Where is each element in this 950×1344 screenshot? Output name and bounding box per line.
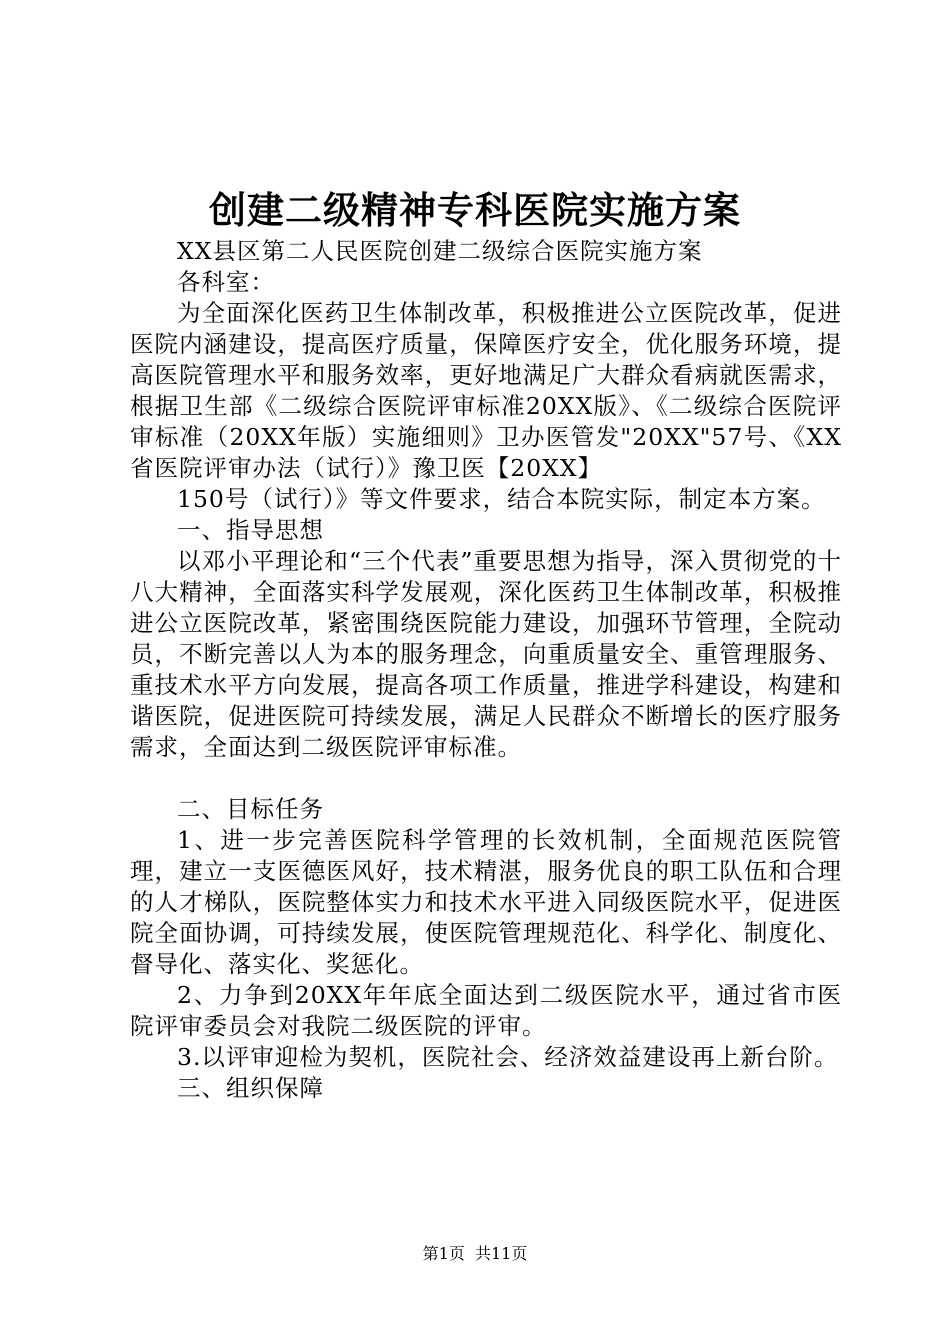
- salutation: 各科室：: [177, 268, 275, 296]
- paragraph-intro-continued: 150号（试行）》等文件要求，结合本院实际，制定本方案。: [177, 485, 826, 513]
- page-number: 第1页 共11页: [422, 1244, 528, 1263]
- subtitle: XX县区第二人民医院创建二级综合医院实施方案: [177, 237, 703, 265]
- paragraph-gap: [130, 763, 842, 794]
- document-body: [130, 236, 842, 1104]
- goal-item-2: 2、力争到20XX年年底全面达到二级医院水平，通过省市医院评审委员会对我院二级医院的评审。: [130, 981, 842, 1040]
- section-heading-goals: 二、目标任务: [177, 795, 324, 823]
- paragraph-guiding-ideology: 以邓小平理论和“三个代表”重要思想为指导，深入贯彻党的十八大精神，全面落实科学发展观，深化医药卫生体制改革，积极推进公立医院改革，紧密围绕医院能力建设，加强环节管理，全院动员，不断完善以人为本的服务理念，向重质量安全、重管理服务、重技术水平方向发展，提高各项工作质量，推进学科建设，构建和谐医院，促进医院可持续发展，满足人民群众不断增长的医疗服务需求，全面达到二级医院评审标准。: [130, 547, 842, 761]
- document-title: 创建二级精神专科医院实施方案: [209, 188, 741, 232]
- page-footer: [0, 1243, 950, 1265]
- section-heading-organization: 三、组织保障: [177, 1074, 324, 1102]
- section-heading-guiding-ideology: 一、指导思想: [177, 516, 324, 544]
- paragraph-intro: 为全面深化医药卫生体制改革，积极推进公立医院改革，促进医院内涵建设，提高医疗质量，保障医疗安全，优化服务环境，提高医院管理水平和服务效率，更好地满足广大群众看病就医需求，根据卫生部《二级综合医院评审标准20XX版》、《二级综合医院评审标准（20XX年版）实施细则》卫办医管发"20XX"57号、《XX省医院评审办法（试行）》豫卫医【20XX】: [130, 299, 842, 482]
- goal-item-3: 3.以评审迎检为契机，医院社会、经济效益建设再上新台阶。: [177, 1043, 839, 1071]
- goal-item-1: 1、进一步完善医院科学管理的长效机制，全面规范医院管理，建立一支医德医风好，技术精湛，服务优良的职工队伍和合理的人才梯队，医院整体实力和技术水平进入同级医院水平，促进医院全面协调，可持续发展，使医院管理规范化、科学化、制度化、督导化、落实化、奖惩化。: [130, 826, 842, 978]
